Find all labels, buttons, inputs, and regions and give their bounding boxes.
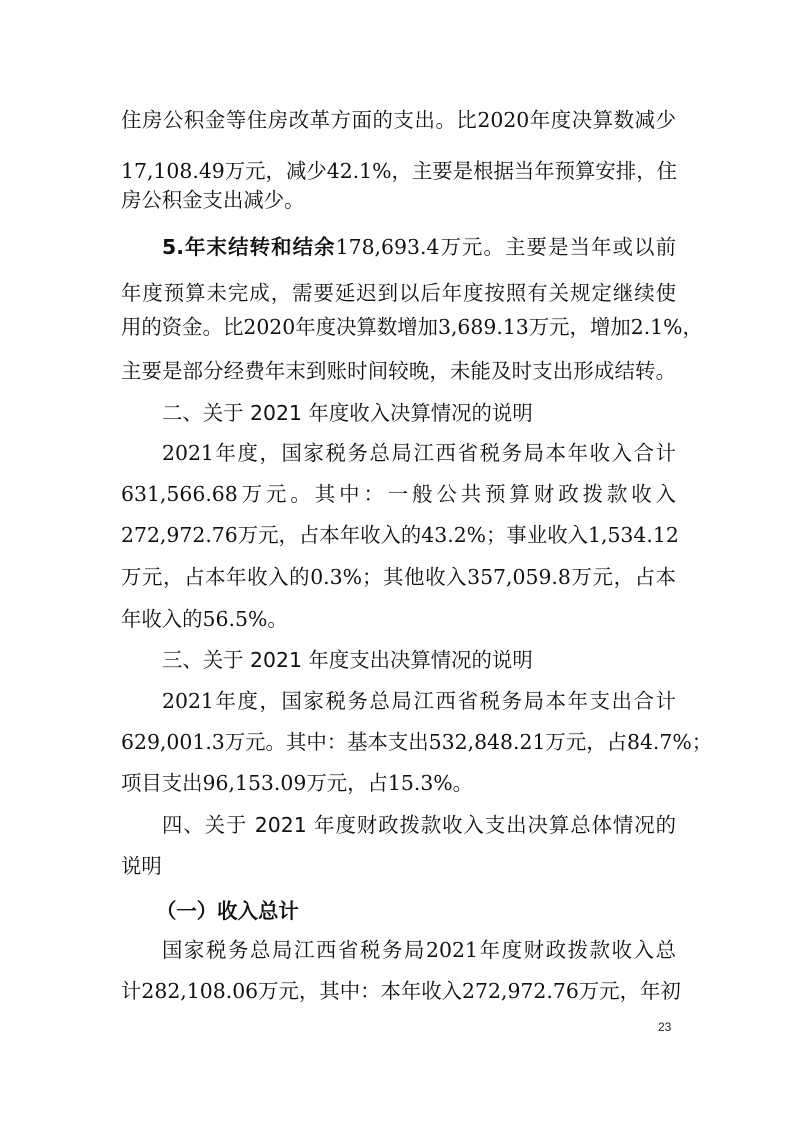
fiscal-paragraph-line-1: 国家税务总局江西省税务局2021年度财政拨款收入总 (162, 938, 676, 962)
expense-paragraph-line-3: 项目支出96,153.09万元，占15.3%。 (121, 771, 474, 795)
income-section-heading: 二、关于 2021 年度收入决算情况的说明 (162, 401, 533, 425)
income-paragraph-line-3: 272,972.76万元，占本年收入的43.2%；事业收入1,534.12 (121, 523, 679, 547)
expense-paragraph-line-2: 629,001.3万元。其中：基本支出532,848.21万元，占84.7%； (121, 730, 713, 754)
carryover-line-1-text: 178,693.4万元。主要是当年或以前 (335, 235, 676, 259)
housing-paragraph-line-1: 住房公积金等住房改革方面的支出。比2020年度决算数减少 (121, 108, 676, 132)
fiscal-subheading-income-total: （一）收入总计 (156, 899, 299, 923)
carryover-paragraph-line-4: 主要是部分经费年末到账时间较晚，未能及时支出形成结转。 (121, 359, 676, 383)
income-paragraph-line-4: 万元，占本年收入的0.3%；其他收入357,059.8万元，占本 (121, 565, 676, 589)
housing-paragraph-line-2: 17,108.49万元，减少42.1%，主要是根据当年预算安排，住 (121, 159, 677, 183)
carryover-paragraph-line-3: 用的资金。比2020年度决算数增加3,689.13万元，增加2.1%， (121, 315, 703, 339)
expense-paragraph-line-1: 2021年度，国家税务总局江西省税务局本年支出合计 (162, 689, 676, 713)
income-paragraph-line-5: 年收入的56.5%。 (121, 607, 288, 631)
carryover-paragraph-line-2: 年度预算未完成，需要延迟到以后年度按照有关规定继续使 (121, 281, 676, 305)
carryover-heading: 5.年末结转和结余 (162, 235, 336, 259)
income-paragraph-line-1: 2021年度，国家税务总局江西省税务局本年收入合计 (162, 441, 676, 465)
fiscal-section-heading-line-2: 说明 (121, 854, 162, 878)
income-paragraph-line-2: 631,566.68万元。其中：一般公共预算财政拨款收入 (121, 482, 676, 506)
carryover-paragraph-line-1 (162, 234, 676, 260)
page-number: 23 (658, 1020, 672, 1034)
fiscal-paragraph-line-2: 计282,108.06万元，其中：本年收入272,972.76万元，年初 (121, 979, 681, 1003)
fiscal-section-heading-line-1: 四、关于 2021 年度财政拨款收入支出决算总体情况的 (162, 813, 676, 837)
housing-paragraph-line-3: 房公积金支出减少。 (121, 188, 305, 212)
expense-section-heading: 三、关于 2021 年度支出决算情况的说明 (162, 648, 533, 672)
